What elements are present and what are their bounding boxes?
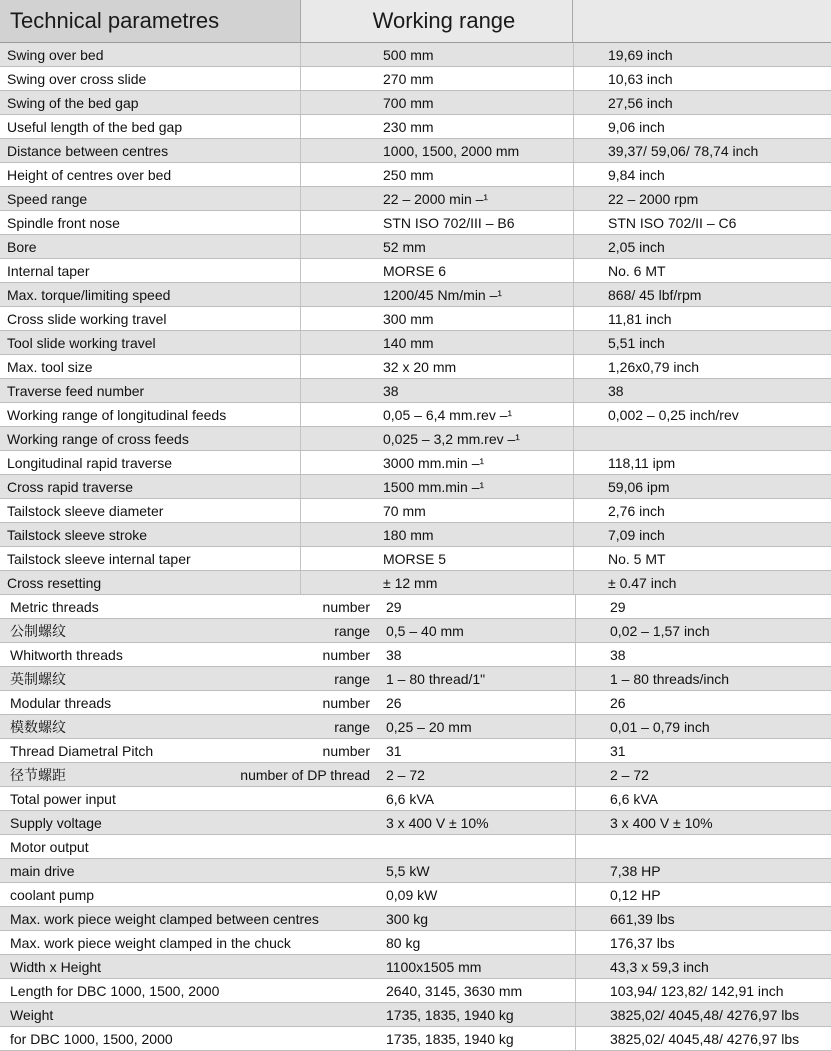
imperial-value: 59,06 ipm — [573, 475, 831, 498]
metric-value: 6,6 kVA — [386, 790, 434, 807]
table-row — [0, 187, 831, 211]
parameter-label: Max. work piece weight clamped between centres — [10, 910, 319, 927]
metric-value: 22 – 2000 min –¹ — [300, 187, 573, 210]
metric-value: 38 — [386, 646, 402, 663]
table-row — [0, 379, 831, 403]
metric-value: 80 kg — [386, 934, 421, 951]
parameter-label: Bore — [7, 238, 37, 255]
header-imperial — [572, 0, 831, 42]
parameter-label: Supply voltage — [10, 814, 102, 831]
sub-label: range — [334, 718, 370, 735]
table-row — [0, 331, 831, 355]
imperial-value: 176,37 lbs — [575, 931, 831, 954]
metric-value: 250 mm — [300, 163, 573, 186]
parameter-label: Traverse feed number — [7, 382, 145, 399]
sub-label: number — [322, 742, 370, 759]
parameter-label: Weight — [10, 1006, 54, 1023]
table-row — [0, 763, 831, 787]
table-row — [0, 739, 831, 763]
metric-value: 0,25 – 20 mm — [386, 718, 472, 735]
imperial-value: No. 6 MT — [573, 259, 831, 282]
table-row — [0, 427, 831, 451]
sub-label: range — [334, 670, 370, 687]
parameter-label: Working range of longitudinal feeds — [7, 406, 227, 423]
sub-label: number — [322, 598, 370, 615]
table-row — [0, 91, 831, 115]
header-working-range: Working range — [300, 0, 573, 42]
parameter-label: Spindle front nose — [7, 214, 120, 231]
parameter-label: Width x Height — [10, 958, 102, 975]
parameter-label: Swing over bed — [7, 46, 104, 63]
metric-value: 230 mm — [300, 115, 573, 138]
imperial-value: 3 x 400 V ± 10% — [575, 811, 831, 834]
table-row — [0, 691, 831, 715]
parameter-table — [0, 43, 831, 595]
imperial-value: 9,84 inch — [573, 163, 831, 186]
table-row — [0, 787, 831, 811]
imperial-value: 27,56 inch — [573, 91, 831, 114]
table-row — [0, 163, 831, 187]
metric-value: 1735, 1835, 1940 kg — [386, 1006, 514, 1023]
parameter-label: 模数螺纹 — [10, 718, 66, 735]
parameter-label: Useful length of the bed gap — [7, 118, 183, 135]
parameter-label: Modular threads — [10, 694, 112, 711]
imperial-value: 2,76 inch — [573, 499, 831, 522]
table-row — [0, 595, 831, 619]
table-row — [0, 235, 831, 259]
metric-value: 270 mm — [300, 67, 573, 90]
parameter-label: Metric threads — [10, 598, 99, 615]
metric-value: 31 — [386, 742, 402, 759]
table-row — [0, 643, 831, 667]
table-row — [0, 403, 831, 427]
metric-value: 0,09 kW — [386, 886, 438, 903]
imperial-value: 26 — [575, 691, 831, 714]
table-row — [0, 43, 831, 67]
table-row — [0, 907, 831, 931]
table-row — [0, 931, 831, 955]
metric-value: MORSE 6 — [300, 259, 573, 282]
metric-value: 38 — [300, 379, 573, 402]
table-row — [0, 883, 831, 907]
table-row — [0, 835, 831, 859]
metric-value: 1735, 1835, 1940 kg — [386, 1030, 514, 1047]
parameter-label: main drive — [10, 862, 75, 879]
imperial-value: 38 — [573, 379, 831, 402]
metric-value: 1000, 1500, 2000 mm — [300, 139, 573, 162]
parameter-label: Thread Diametral Pitch — [10, 742, 154, 759]
header-technical-parametres: Technical parametres — [0, 0, 300, 42]
imperial-value: 11,81 inch — [573, 307, 831, 330]
thread-and-power-table — [0, 595, 831, 1051]
table-row — [0, 283, 831, 307]
imperial-value: 7,38 HP — [575, 859, 831, 882]
metric-value: MORSE 5 — [300, 547, 573, 570]
imperial-value: STN ISO 702/II – C6 — [573, 211, 831, 234]
metric-value: ± 12 mm — [300, 571, 573, 594]
table-row — [0, 667, 831, 691]
imperial-value: 39,37/ 59,06/ 78,74 inch — [573, 139, 831, 162]
imperial-value: 2,05 inch — [573, 235, 831, 258]
imperial-value: 22 – 2000 rpm — [573, 187, 831, 210]
table-row — [0, 547, 831, 571]
table-row — [0, 619, 831, 643]
metric-value: 2 – 72 — [386, 766, 425, 783]
table-row — [0, 499, 831, 523]
metric-value: 5,5 kW — [386, 862, 430, 879]
table-row — [0, 139, 831, 163]
imperial-value: 5,51 inch — [573, 331, 831, 354]
sub-label: number — [322, 646, 370, 663]
imperial-value — [575, 835, 831, 858]
parameter-label: Whitworth threads — [10, 646, 123, 663]
sub-label: number — [322, 694, 370, 711]
metric-value: 3000 mm.min –¹ — [300, 451, 573, 474]
parameter-label: for DBC 1000, 1500, 2000 — [10, 1030, 173, 1047]
metric-value: 0,05 – 6,4 mm.rev –¹ — [300, 403, 573, 426]
parameter-label: 英制螺纹 — [10, 670, 66, 687]
imperial-value: 0,02 – 1,57 inch — [575, 619, 831, 642]
metric-value: 700 mm — [300, 91, 573, 114]
imperial-value: 38 — [575, 643, 831, 666]
metric-value: 0,5 – 40 mm — [386, 622, 464, 639]
metric-value: 32 x 20 mm — [300, 355, 573, 378]
table-header — [0, 0, 831, 43]
table-row — [0, 355, 831, 379]
metric-value: 1200/45 Nm/min –¹ — [300, 283, 573, 306]
imperial-value: 661,39 lbs — [575, 907, 831, 930]
table-row — [0, 955, 831, 979]
imperial-value: 0,002 – 0,25 inch/rev — [573, 403, 831, 426]
imperial-value — [573, 427, 831, 450]
metric-value: 300 mm — [300, 307, 573, 330]
parameter-label: 径节螺距 — [10, 766, 66, 783]
metric-value: 300 kg — [386, 910, 429, 927]
parameter-label: coolant pump — [10, 886, 95, 903]
metric-value: 1100x1505 mm — [386, 958, 482, 975]
metric-value: 2640, 3145, 3630 mm — [386, 982, 523, 999]
table-row — [0, 259, 831, 283]
parameter-label: Longitudinal rapid traverse — [7, 454, 172, 471]
imperial-value: 43,3 x 59,3 inch — [575, 955, 831, 978]
imperial-value: 19,69 inch — [573, 43, 831, 66]
imperial-value: 868/ 45 lbf/rpm — [573, 283, 831, 306]
metric-value: 70 mm — [300, 499, 573, 522]
parameter-label: Cross slide working travel — [7, 310, 167, 327]
parameter-label: Motor output — [10, 838, 89, 855]
metric-value: 3 x 400 V ± 10% — [386, 814, 489, 831]
table-row — [0, 1003, 831, 1027]
imperial-value: 31 — [575, 739, 831, 762]
metric-value: 0,025 – 3,2 mm.rev –¹ — [300, 427, 573, 450]
parameter-label: Tool slide working travel — [7, 334, 156, 351]
table-row — [0, 523, 831, 547]
parameter-label: Tailstock sleeve internal taper — [7, 550, 191, 567]
parameter-label: Height of centres over bed — [7, 166, 172, 183]
imperial-value: 1 – 80 threads/inch — [575, 667, 831, 690]
parameter-label: Length for DBC 1000, 1500, 2000 — [10, 982, 220, 999]
metric-value: 1500 mm.min –¹ — [300, 475, 573, 498]
table-row — [0, 811, 831, 835]
table-row — [0, 715, 831, 739]
sub-label: range — [334, 622, 370, 639]
parameter-label: Cross rapid traverse — [7, 478, 134, 495]
parameter-label: Internal taper — [7, 262, 90, 279]
parameter-label: Tailstock sleeve stroke — [7, 526, 148, 543]
sub-label: number of DP thread — [240, 766, 370, 783]
parameter-label: Cross resetting — [7, 574, 102, 591]
imperial-value: 9,06 inch — [573, 115, 831, 138]
table-row — [0, 475, 831, 499]
table-row — [0, 1027, 831, 1051]
imperial-value: 0,12 HP — [575, 883, 831, 906]
parameter-label: Max. torque/limiting speed — [7, 286, 171, 303]
metric-value: 1 – 80 thread/1" — [386, 670, 486, 687]
parameter-label: Tailstock sleeve diameter — [7, 502, 164, 519]
parameter-label: Swing over cross slide — [7, 70, 147, 87]
metric-value: 26 — [386, 694, 402, 711]
table-row — [0, 571, 831, 595]
metric-value: 52 mm — [300, 235, 573, 258]
parameter-label: Working range of cross feeds — [7, 430, 189, 447]
parameter-label: Total power input — [10, 790, 116, 807]
table-row — [0, 307, 831, 331]
metric-value: STN ISO 702/III – B6 — [300, 211, 573, 234]
imperial-value: 0,01 – 0,79 inch — [575, 715, 831, 738]
table-row — [0, 859, 831, 883]
imperial-value: 7,09 inch — [573, 523, 831, 546]
metric-value: 180 mm — [300, 523, 573, 546]
imperial-value: 3825,02/ 4045,48/ 4276,97 lbs — [575, 1003, 831, 1026]
metric-value: 29 — [386, 598, 402, 615]
imperial-value: 10,63 inch — [573, 67, 831, 90]
imperial-value: 2 – 72 — [575, 763, 831, 786]
imperial-value: 29 — [575, 595, 831, 618]
imperial-value: 103,94/ 123,82/ 142,91 inch — [575, 979, 831, 1002]
metric-value: 140 mm — [300, 331, 573, 354]
parameter-label: Speed range — [7, 190, 88, 207]
parameter-label: 公制螺纹 — [10, 622, 66, 639]
imperial-value: 118,11 ipm — [573, 451, 831, 474]
imperial-value: 6,6 kVA — [575, 787, 831, 810]
imperial-value: 1,26x0,79 inch — [573, 355, 831, 378]
parameter-label: Max. tool size — [7, 358, 93, 375]
parameter-label: Distance between centres — [7, 142, 169, 159]
metric-value: 500 mm — [300, 43, 573, 66]
table-row — [0, 115, 831, 139]
parameter-label: Max. work piece weight clamped in the chuck — [10, 934, 291, 951]
table-row — [0, 211, 831, 235]
table-row — [0, 451, 831, 475]
imperial-value: No. 5 MT — [573, 547, 831, 570]
parameter-label: Swing of the bed gap — [7, 94, 139, 111]
table-row — [0, 67, 831, 91]
table-row — [0, 979, 831, 1003]
imperial-value: 3825,02/ 4045,48/ 4276,97 lbs — [575, 1027, 831, 1050]
imperial-value: ± 0.47 inch — [573, 571, 831, 594]
